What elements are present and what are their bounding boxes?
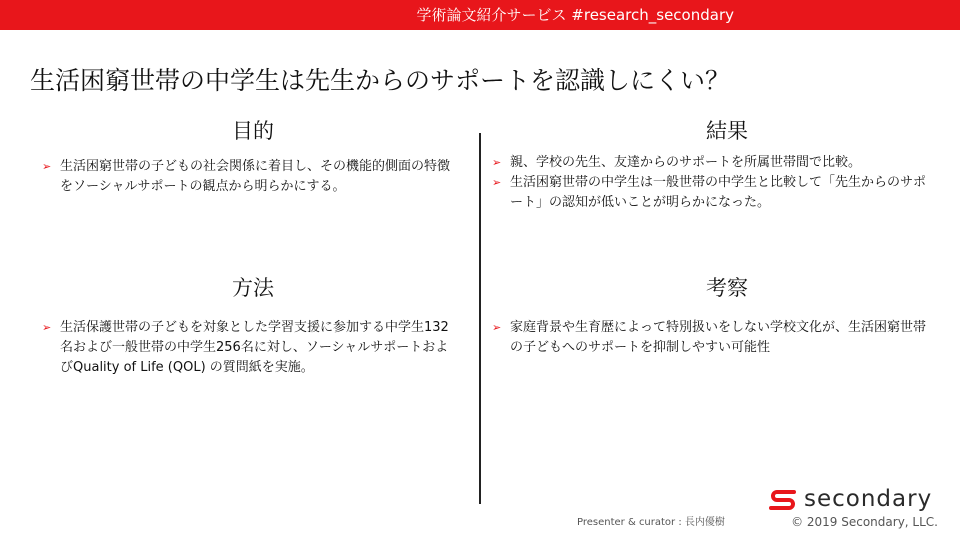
discussion-heading: 考察 [706,276,748,300]
header-bar [0,0,960,30]
copyright: © 2019 Secondary, LLC. [791,515,938,529]
method-list [38,318,458,378]
results-list [488,153,928,213]
results-bullet-text: 生活困窮世帯の中学生は一般世帯の中学生と比較して「先生からのサポート」の認知が低いことが明らかになった。 [510,175,927,210]
results-heading: 結果 [706,119,748,143]
triangle-right-icon: ➢ [492,156,502,169]
list-item [488,318,938,358]
list-item [38,318,458,378]
secondary-logo [768,484,948,514]
list-item [488,153,928,173]
triangle-right-icon: ➢ [42,160,52,173]
presenter-credit: Presenter & curator : 長内優樹 [577,517,725,528]
list-item [488,173,928,213]
triangle-right-icon: ➢ [492,176,502,189]
logo-text: secondary [804,486,933,512]
triangle-right-icon: ➢ [42,321,52,334]
discussion-list [488,318,938,358]
secondary-logo-icon [768,486,798,512]
results-bullet-text: 親、学校の先生、友達からのサポートを所属世帯間で比較。 [510,155,862,170]
header-bar-text: 学術論文紹介サービス #research_secondary [416,6,734,24]
method-bullet-text: 生活保護世帯の子どもを対象とした学習支援に参加する中学生132名および一般世帯の中学生256名に対し、ソーシャルサポートおよびQuality of Life (QOL) の質問紙を実施。 [60,320,449,375]
page-title: 生活困窮世帯の中学生は先生からのサポートを認識しにくい？ [30,66,731,95]
method-heading: 方法 [232,276,274,300]
column-divider [479,133,481,504]
discussion-bullet-text: 家庭背景や生育歴によって特別扱いをしない学校文化が、生活困窮世帯の子どもへのサポートを抑制しやすい可能性 [510,320,927,355]
triangle-right-icon: ➢ [492,321,502,334]
purpose-list [38,157,453,197]
list-item [38,157,453,197]
purpose-heading: 目的 [232,119,274,143]
purpose-bullet-text: 生活困窮世帯の子どもの社会関係に着目し、その機能的側面の特徴をソーシャルサポートの観点から明らかにする。 [60,159,451,194]
